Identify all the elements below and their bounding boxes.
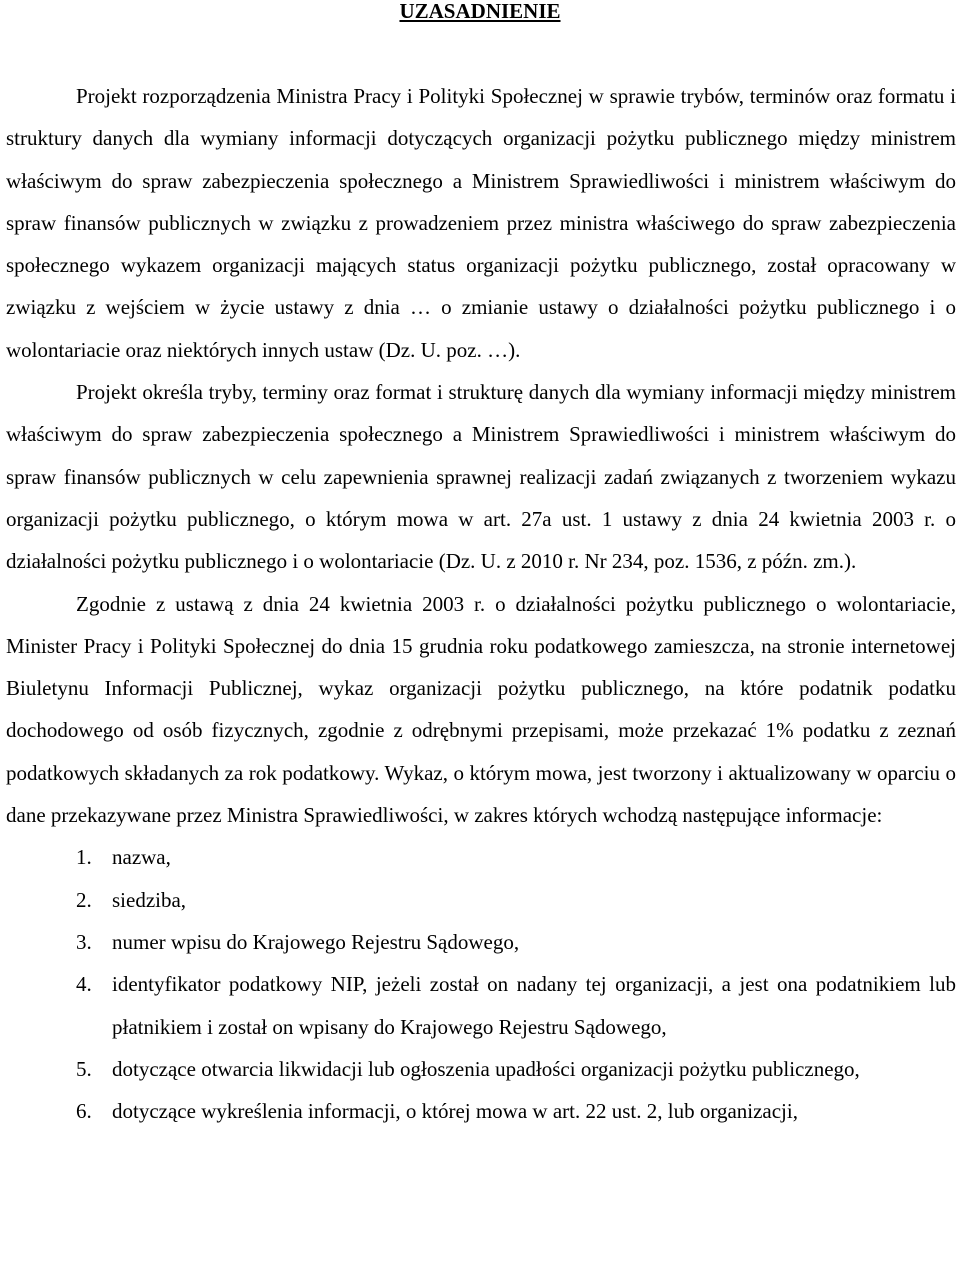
list-item-number: 3.	[76, 929, 92, 954]
list-item	[6, 1090, 956, 1132]
list-item-text: nazwa,	[112, 845, 171, 870]
list-item-number: 5.	[76, 1056, 92, 1081]
paragraph-introduction: Projekt rozporządzenia Ministra Pracy i Polityki Społecznej w sprawie trybów, terminów oraz formatu i struktury danych dla wymiany informacji dotyczących organizacji pożytku publicznego między ministrem właściwym do spraw zabezpieczenia społecznego a Ministrem Sprawiedliwości i ministrem właściwym do spraw finansów publicznych w związku z prowadzeniem przez ministra właściwego do spraw zabezpieczenia społecznego wykazem organizacji mających status organizacji pożytku publicznego, został opracowany w związku z wejściem w życie ustawy z dnia … o zmianie ustawy o działalności pożytku publicznego i o wolontariacie oraz niektórych innych ustaw (Dz. U. poz. …).	[6, 84, 956, 362]
list-item-text: dotyczące otwarcia likwidacji lub ogłoszenia upadłości organizacji pożytku publicznego,	[112, 1056, 860, 1081]
list-item-number: 1.	[76, 845, 92, 870]
list-item	[6, 836, 956, 878]
list-item-number: 2.	[76, 887, 92, 912]
list-item-text: dotyczące wykreślenia informacji, o której mowa w art. 22 ust. 2, lub organizacji,	[112, 1099, 798, 1124]
document-title: UZASADNIENIE	[399, 0, 561, 23]
list-item	[6, 963, 956, 1048]
list-item-text: numer wpisu do Krajowego Rejestru Sądowego,	[112, 929, 520, 954]
list-item	[6, 921, 956, 963]
list-item-number: 4.	[76, 972, 92, 997]
list-item-number: 6.	[76, 1099, 92, 1124]
paragraph-scope: Projekt określa tryby, terminy oraz format i strukturę danych dla wymiany informacji między ministrem właściwym do spraw zabezpieczenia społecznego a Ministrem Sprawiedliwości i ministrem właściwym do spraw finansów publicznych w celu zapewnienia sprawnej realizacji zadań związanych z tworzeniem wykazu organizacji pożytku publicznego, o którym mowa w art. 27a ust. 1 ustawy z dnia 24 kwietnia 2003 r. o działalności pożytku publicznego i o wolontariacie (Dz. U. z 2010 r. Nr 234, poz. 1536, z późn. zm.).	[6, 380, 956, 574]
list-item	[6, 879, 956, 921]
list-item-text: identyfikator podatkowy NIP, jeżeli został on nadany tej organizacji, a jest ona podatnikiem lub płatnikiem i został on wpisany do Krajowego Rejestru Sądowego,	[112, 972, 956, 1039]
information-list	[6, 836, 956, 1132]
paragraph-legal-basis: Zgodnie z ustawą z dnia 24 kwietnia 2003 r. o działalności pożytku publicznego o wolontariacie, Minister Pracy i Polityki Społecznej do dnia 15 grudnia roku podatkowego zamieszcza, na stronie internetowej Biuletynu Informacji Publicznej, wykaz organizacji pożytku publicznego, na które podatnik podatku dochodowego od osób fizycznych, zgodnie z odrębnymi przepisami, może przekazać 1% podatku z zeznań podatkowych składanych za rok podatkowy. Wykaz, o którym mowa, jest tworzony i aktualizowany w oparciu o dane przekazywane przez Ministra Sprawiedliwości, w zakres których wchodzą następujące informacje:	[6, 591, 956, 828]
list-item	[6, 1048, 956, 1090]
document-body	[6, 75, 956, 1132]
list-item-text: siedziba,	[112, 887, 187, 912]
